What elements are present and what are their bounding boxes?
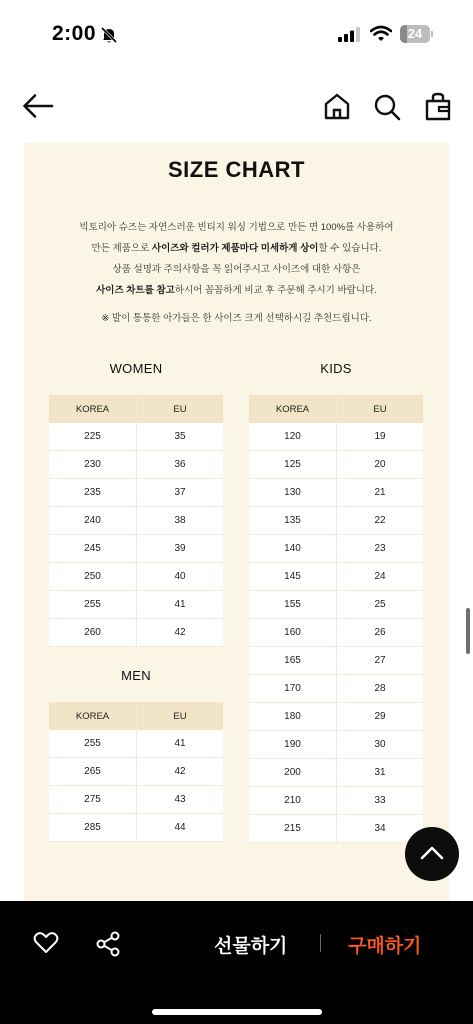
battery-indicator [400, 25, 433, 43]
kids-size-row [249, 787, 423, 815]
women-eu-size: 35 [136, 423, 223, 451]
men-eu-size: 42 [136, 758, 223, 786]
kids-korea-size: 170 [249, 675, 336, 703]
men-korea-size: 275 [49, 786, 136, 814]
kids-size-row [249, 647, 423, 675]
kids-korea-size: 160 [249, 619, 336, 647]
kids-header-eu: EU [336, 395, 423, 423]
kids-eu-size: 26 [336, 619, 423, 647]
kids-eu-size: 33 [336, 787, 423, 815]
men-korea-size: 285 [49, 814, 136, 842]
description-text: 하시어 꼼꼼하게 비교 후 주문해 주시기 바랍니다. [174, 285, 377, 296]
kids-size-row [249, 451, 423, 479]
women-eu-size: 40 [136, 563, 223, 591]
kids-eu-size: 21 [336, 479, 423, 507]
kids-eu-size: 20 [336, 451, 423, 479]
scrollbar[interactable] [466, 608, 470, 654]
men-korea-size: 265 [49, 758, 136, 786]
share-icon[interactable] [95, 931, 121, 962]
description-line-4 [24, 282, 449, 296]
shopping-bag-icon[interactable] [424, 92, 452, 127]
women-korea-size: 245 [49, 535, 136, 563]
heart-icon[interactable] [33, 931, 59, 960]
home-icon[interactable] [322, 92, 352, 127]
kids-size-row [249, 563, 423, 591]
women-eu-size: 36 [136, 451, 223, 479]
men-size-row [49, 758, 223, 786]
buy-button[interactable]: 구매하기 [348, 936, 422, 957]
bottom-action-bar [0, 901, 473, 1024]
women-header-eu: EU [136, 395, 223, 423]
women-size-row [49, 507, 223, 535]
description-text: 빅토리아 슈즈는 자연스러운 빈티지 워싱 기법으로 만든 면 100%를 사용하여 [79, 222, 394, 233]
women-size-row [49, 563, 223, 591]
women-korea-size: 225 [49, 423, 136, 451]
kids-size-row [249, 619, 423, 647]
description-line-3 [24, 261, 449, 275]
kids-size-row [249, 591, 423, 619]
men-header-eu: EU [136, 702, 223, 730]
women-size-row [49, 535, 223, 563]
women-size-row [49, 451, 223, 479]
men-size-row [49, 786, 223, 814]
kids-size-row [249, 423, 423, 451]
men-size-row [49, 814, 223, 842]
description-emphasis: 사이즈와 컬러가 제품마다 미세하게 상이 [151, 243, 319, 254]
description-text: 할 수 있습니다. [318, 243, 382, 254]
men-size-table [49, 702, 223, 842]
description-line-1 [24, 219, 449, 233]
kids-eu-size: 23 [336, 535, 423, 563]
kids-section-title: KIDS [320, 361, 352, 376]
kids-eu-size: 29 [336, 703, 423, 731]
kids-size-row [249, 731, 423, 759]
description-emphasis: 사이즈 차트를 참고 [96, 285, 175, 296]
kids-eu-size: 30 [336, 731, 423, 759]
kids-korea-size: 165 [249, 647, 336, 675]
scroll-to-top-button[interactable] [405, 827, 459, 881]
women-size-row [49, 479, 223, 507]
kids-eu-size: 28 [336, 675, 423, 703]
kids-eu-size: 19 [336, 423, 423, 451]
men-eu-size: 41 [136, 730, 223, 758]
wifi-icon [370, 25, 392, 47]
back-icon[interactable] [22, 92, 54, 125]
kids-korea-size: 190 [249, 731, 336, 759]
kids-size-row [249, 703, 423, 731]
men-section-title: MEN [121, 668, 151, 683]
men-korea-size: 255 [49, 730, 136, 758]
kids-eu-size: 25 [336, 591, 423, 619]
men-eu-size: 43 [136, 786, 223, 814]
kids-korea-size: 180 [249, 703, 336, 731]
men-eu-size: 44 [136, 814, 223, 842]
women-header-korea: KOREA [49, 395, 136, 423]
kids-eu-size: 31 [336, 759, 423, 787]
women-korea-size: 250 [49, 563, 136, 591]
kids-size-row [249, 759, 423, 787]
women-eu-size: 37 [136, 479, 223, 507]
kids-size-row [249, 479, 423, 507]
cellular-signal-icon [338, 27, 362, 47]
kids-korea-size: 120 [249, 423, 336, 451]
kids-eu-size: 24 [336, 563, 423, 591]
women-korea-size: 240 [49, 507, 136, 535]
kids-korea-size: 210 [249, 787, 336, 815]
kids-size-row [249, 507, 423, 535]
gift-button[interactable]: 선물하기 [214, 936, 288, 957]
description-text: 상품 설명과 주의사항을 꼭 읽어주시고 사이즈에 대한 사항은 [112, 264, 361, 275]
women-korea-size: 255 [49, 591, 136, 619]
description-text: 만든 제품으로 [91, 243, 152, 254]
home-indicator [152, 1009, 322, 1015]
women-section-title: WOMEN [109, 361, 163, 376]
women-eu-size: 39 [136, 535, 223, 563]
kids-header-korea: KOREA [249, 395, 336, 423]
description-line-2 [24, 240, 449, 254]
size-chart-title: SIZE CHART [168, 157, 305, 182]
women-korea-size: 235 [49, 479, 136, 507]
kids-korea-size: 140 [249, 535, 336, 563]
top-navigation-bar [0, 80, 473, 136]
kids-eu-size: 34 [336, 815, 423, 843]
men-header-korea: KOREA [49, 702, 136, 730]
women-eu-size: 41 [136, 591, 223, 619]
kids-korea-size: 155 [249, 591, 336, 619]
kids-korea-size: 200 [249, 759, 336, 787]
divider [320, 934, 321, 952]
women-korea-size: 230 [49, 451, 136, 479]
women-eu-size: 42 [136, 619, 223, 647]
kids-size-row [249, 675, 423, 703]
women-eu-size: 38 [136, 507, 223, 535]
search-icon[interactable] [372, 92, 402, 127]
kids-size-row [249, 815, 423, 843]
kids-korea-size: 125 [249, 451, 336, 479]
battery-level: 24 [407, 26, 423, 41]
kids-korea-size: 135 [249, 507, 336, 535]
kids-size-table [249, 395, 423, 843]
size-note: ※ 발이 통통한 아가들은 한 사이즈 크게 선택하시길 추천드립니다. [101, 313, 372, 324]
status-bar [0, 0, 473, 70]
women-korea-size: 260 [49, 619, 136, 647]
size-chart-panel [24, 143, 449, 903]
kids-korea-size: 130 [249, 479, 336, 507]
kids-korea-size: 145 [249, 563, 336, 591]
kids-eu-size: 27 [336, 647, 423, 675]
men-size-row [49, 730, 223, 758]
women-size-row [49, 423, 223, 451]
women-size-row [49, 619, 223, 647]
kids-korea-size: 215 [249, 815, 336, 843]
women-size-table [49, 395, 223, 647]
women-size-row [49, 591, 223, 619]
status-time: 2:00 [52, 22, 97, 45]
kids-eu-size: 22 [336, 507, 423, 535]
kids-size-row [249, 535, 423, 563]
bell-muted-icon [100, 26, 118, 49]
